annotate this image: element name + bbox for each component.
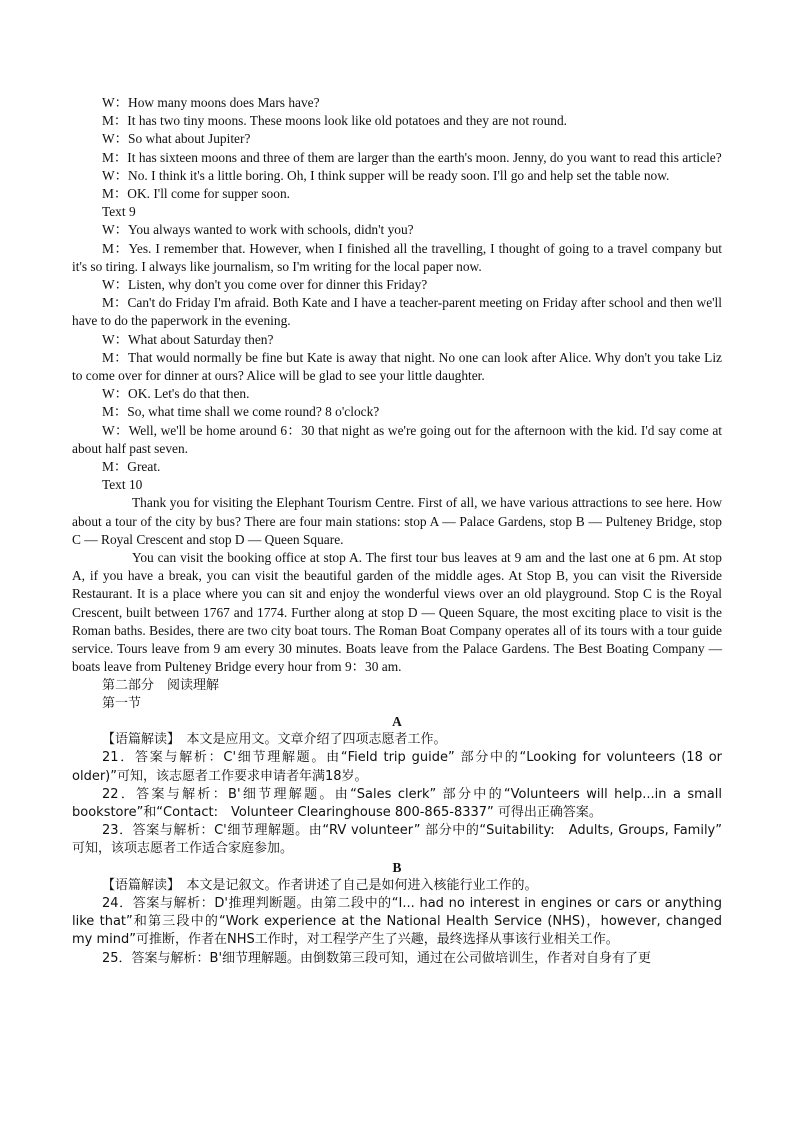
dialogue-line: M：Great. [102,459,161,475]
monologue-paragraph: Thank you for visiting the Elephant Tourism Centre. First of all, we have various attractions to see here. How about a tour of the city by bus? There are four main stations: stop A — Palace Gardens, stop B — Pulteney Bridge, stop C — Royal Crescent and stop D — Queen Square. [72,495,722,547]
dialogue-line: M：Yes. I remember that. However, when I finished all the travelling, I thought of going to a travel company but it's so tiring. I always like journalism, so I'm writing for the local paper now. [72,240,722,274]
dialogue-line: M：It has two tiny moons. These moons look like old potatoes and they are not round. [102,113,568,129]
dialogue-line: M：Can't do Friday I'm afraid. Both Kate and I have a teacher-parent meeting on Friday after school and then we'll have to do the paperwork in the evening. [72,295,722,329]
section-heading: 第一节 [102,695,142,711]
dialogue-line: W：No. I think it's a little boring. Oh, I think supper will be ready soon. I'll go and help set the table now. [102,167,670,183]
monologue-paragraph: You can visit the booking office at stop A. The first tour bus leaves at 9 am and the last one at 6 pm. At stop A, if you have a break, you can visit the beautiful garden of the middle ages. At Stop B, you can visit the Riverside Restaurant. It is a place where you can sit and enjoy the wonderful views over an old playground. Stop C is the Royal Crescent, built between 1767 and 1774. Further along at stop D — Queen Square, the most exciting place to visit is the Roman baths. Besides, there are two city boat tours. The Roman Boat Company operates all of its tours with a tour guide service. Tours leave from 9 am every 30 minutes. Boats leave from the Palace Gardens. The Best Boating Company — boats leave from Pulteney Bridge every hour from 9：30 am. [72,550,722,675]
section-heading-text10: Text 10 [102,477,143,493]
dialogue-line: M：It has sixteen moons and three of them are larger than the earth's moon. Jenny, do you want to read this article? [102,149,722,165]
answer-explanation: 23．答案与解析：C'细节理解题。由“RV volunteer” 部分中的“Suitability: Adults, Groups, Family” 可知，该项志愿者工作适合家庭参加。 [72,823,722,857]
dialogue-line: W：Listen, why don't you come over for dinner this Friday? [102,277,428,293]
document-page [72,94,722,968]
answer-explanation: 22．答案与解析：B'细节理解题。由“Sales clerk” 部分中的“Volunteers will help...in a small bookstore”和“Contact: Volunteer Clearinghouse 800-865-8337” 可得出正确答案。 [72,786,722,820]
dialogue-line: W：Well, we'll be home around 6：30 that night as we're going out for the afternoon with the kid. I'd say come at about half past seven. [72,422,722,456]
passage-letter-b: B [392,859,402,875]
dialogue-line: W：How many moons does Mars have? [102,95,320,110]
dialogue-line: W：What about Saturday then? [102,331,274,347]
passage-intro: 【语篇解读】 本文是记叙文。作者讲述了自己是如何进入核能行业工作的。 [102,877,538,893]
passage-intro: 【语篇解读】 本文是应用文。文章介绍了四项志愿者工作。 [102,732,447,748]
answer-explanation: 21．答案与解析：C'细节理解题。由“Field trip guide” 部分中的“Looking for volunteers (18 or older)”可知，该志愿者工作要求申请者年满18岁。 [72,750,722,784]
passage-letter-a: A [392,713,402,729]
dialogue-line: W：You always wanted to work with schools, didn't you? [102,222,414,238]
dialogue-line: M：So, what time shall we come round? 8 o'clock? [102,404,380,420]
part-heading: 第二部分 阅读理解 [102,677,220,693]
dialogue-line: W：So what about Jupiter? [102,131,251,147]
dialogue-line: M：OK. I'll come for supper soon. [102,186,290,202]
dialogue-line: M：That would normally be fine but Kate is away that night. No one can look after Alice. Why don't you take Liz to come over for dinner at ours? Alice will be glad to see your little daughter. [72,349,722,384]
answer-explanation: 25．答案与解析：B'细节理解题。由倒数第三段可知，通过在公司做培训生，作者对自身有了更 [102,950,652,966]
answer-explanation: 24．答案与解析：D'推理判断题。由第二段中的“I... had no interest in engines or cars or anything like that”和第三段中的“Work experience at the National Health Service (NHS)，however, changed my mind”可推断，作者在NHS工作时，对工程学产生了兴趣，最终选择从事该行业相关工作。 [72,895,722,948]
dialogue-line: W：OK. Let's do that then. [102,386,250,402]
section-heading-text9: Text 9 [102,204,136,220]
